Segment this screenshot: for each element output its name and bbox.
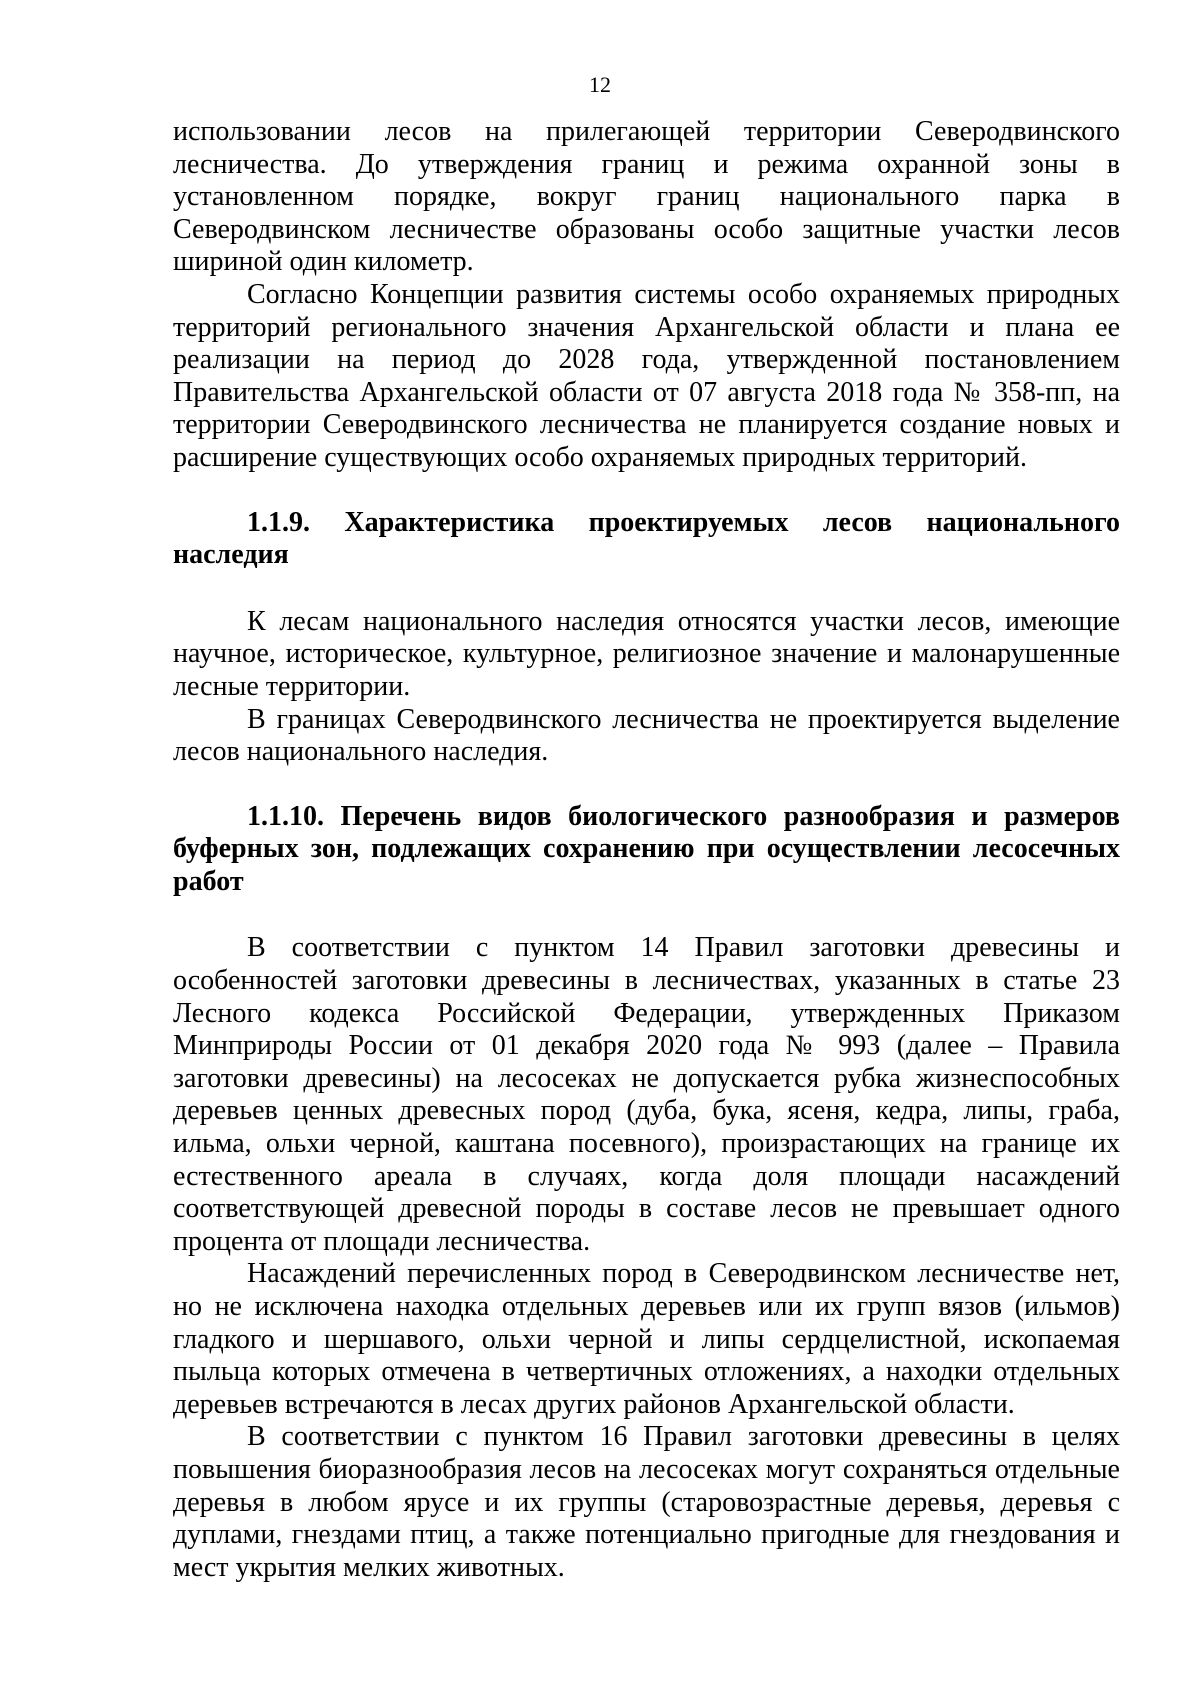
paragraph-heritage-none: В границах Северодвинского лесничества не проектируется выделение лесов национального наследия. [173, 703, 1120, 768]
paragraph-no-plantations: Насаждений перечисленных пород в Северодвинском лесничестве нет, но не исключена находка отдельных деревьев или их групп вязов (ильмов) гладкого и шершавого, ольхи черной и липы сердцелистной, ископаемая пыльца которых отмечена в четвертичных отложениях, а находки отдельных деревьев встречаются в лесах других районов Архангельской области. [173, 1258, 1120, 1420]
page-number: 12 [589, 72, 611, 97]
paragraph-heritage-definition: К лесам национального наследия относятся участки лесов, имеющие научное, историческое, культурное, религиозное значение и малонарушенные лесные территории. [173, 605, 1120, 702]
paragraph-rule-16: В соответствии с пунктом 16 Правил заготовки древесины в целях повышения биоразнообразия лесов на лесосеках могут сохраняться отдельные деревья в любом ярусе и их группы (старовозрастные деревья, деревья с дуплами, гнездами птиц, а также потенциально пригодные для гнездования и мест укрытия мелких животных. [173, 1421, 1120, 1583]
paragraph-continuation: использовании лесов на прилегающей территории Северодвинского лесничества. До утверждения границ и режима охранной зоны в установленном порядке, вокруг границ национального парка в Северодвинском лесничестве образованы особо защитные участки лесов шириной один километр. [173, 116, 1120, 278]
paragraph-concept: Согласно Концепции развития системы особо охраняемых природных территорий регионального значения Архангельской области и плана ее реализации на период до 2028 года, утвержденной постановлением Правительства Архангельской области от 07 августа 2018 года № 358-пп, на территории Северодвинского лесничества не планируется создание новых и расширение существующих особо охраняемых природных территорий. [173, 278, 1120, 473]
paragraph-rule-14: В соответствии с пунктом 14 Правил заготовки древесины и особенностей заготовки древесины в лесничествах, указанных в статье 23 Лесного кодекса Российской Федерации, утвержденных Приказом Минприроды России от 01 декабря 2020 года № 993 (далее – Правила заготовки древесины) на лесосеках не допускается рубка жизнеспособных деревьев ценных древесных пород (дуба, бука, ясеня, кедра, липы, граба, ильма, ольхи черной, каштана посевного), произрастающих на границе их естественного ареала в случаях, когда доля площади насаждений соответствующей древесной породы в составе лесов не превышает одного процента от площади лесничества. [173, 932, 1120, 1257]
section-heading-1-1-9: 1.1.9. Характеристика проектируемых лесов национального наследия [173, 506, 1120, 571]
page-content [173, 116, 1120, 1584]
section-heading-1-1-10: 1.1.10. Перечень видов биологического разнообразия и размеров буферных зон, подлежащих сохранению при осуществлении лесосечных работ [173, 800, 1120, 897]
